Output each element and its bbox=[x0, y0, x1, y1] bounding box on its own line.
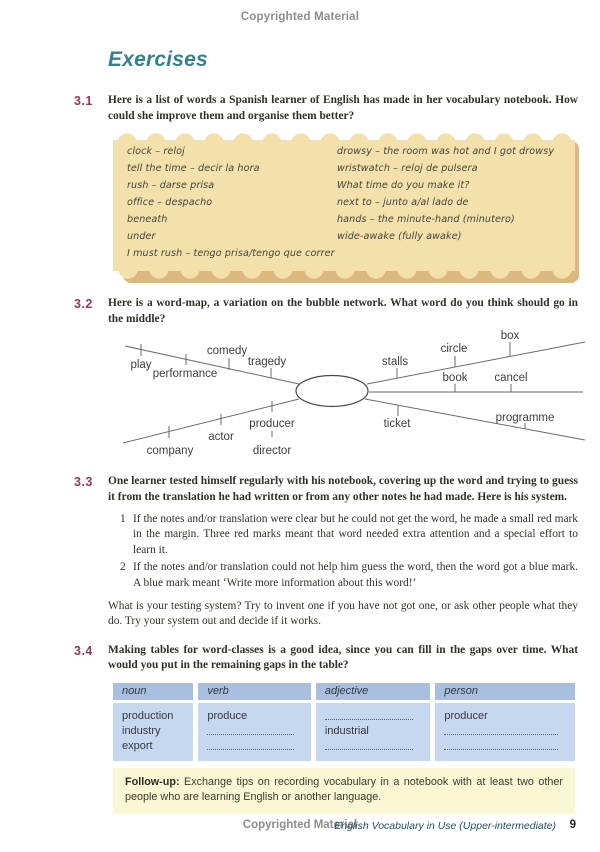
page-footer bbox=[0, 819, 600, 835]
wordmap-word: circle bbox=[440, 343, 468, 356]
gap-dotted-line bbox=[207, 739, 302, 754]
center-bubble bbox=[296, 376, 368, 407]
word-class-table bbox=[113, 683, 575, 761]
wordmap-word: director bbox=[252, 445, 292, 458]
table-cell-person bbox=[435, 703, 575, 761]
wordmap-word: stalls bbox=[381, 356, 409, 369]
exercise-body bbox=[108, 643, 578, 814]
notebook-entry: hands – the minute-hand (minutero) bbox=[337, 213, 515, 225]
numbered-list bbox=[108, 512, 578, 592]
exercise-number: 3.3 bbox=[74, 475, 93, 490]
wordmap-word: performance bbox=[152, 368, 218, 381]
notebook-entry: wide-awake (fully awake) bbox=[337, 230, 462, 242]
wordmap-word: programme bbox=[495, 412, 555, 425]
table-word: industrial bbox=[324, 724, 369, 737]
exercise-3-1 bbox=[0, 93, 600, 279]
top-watermark: Copyrighted Material bbox=[240, 11, 360, 23]
exercise-number: 3.2 bbox=[74, 297, 93, 312]
exercise-3-4 bbox=[0, 643, 600, 814]
exercise-number: 3.4 bbox=[74, 643, 93, 658]
exercise-3-2 bbox=[0, 296, 600, 465]
wordmap-word: box bbox=[500, 330, 520, 343]
wordmap-word: comedy bbox=[206, 345, 248, 358]
follow-up-box bbox=[113, 768, 575, 814]
table-header-cell: person bbox=[435, 683, 575, 700]
exercise-intro: One learner tested himself regularly with his notebook, covering up the word and trying to guess it from the translation he had written or from any other notes he had made. Here is his system. bbox=[108, 475, 578, 503]
notebook-entry: office – despacho bbox=[127, 196, 213, 208]
exercise-body bbox=[108, 296, 578, 465]
table-word: export bbox=[122, 739, 153, 752]
wordmap-word: producer bbox=[249, 418, 295, 431]
wordmap-word: tragedy bbox=[247, 356, 287, 369]
table-word: industry bbox=[122, 724, 161, 737]
table-word: produce bbox=[207, 709, 248, 722]
exercise-3-3 bbox=[0, 474, 600, 629]
notebook-entry: clock – reloj bbox=[127, 146, 185, 158]
list-item-number: 2 bbox=[120, 561, 126, 574]
footer-page-number: 9 bbox=[569, 819, 576, 831]
exercise-number: 3.1 bbox=[74, 94, 93, 108]
notebook-right-column bbox=[337, 144, 554, 245]
wordmap-word: play bbox=[130, 359, 152, 372]
word-map-diagram bbox=[95, 330, 595, 465]
notebook-torn-edge-bottom bbox=[113, 270, 575, 279]
notebook-torn-edge-top bbox=[113, 133, 575, 141]
notebook-entry: wristwatch – reloj de pulsera bbox=[337, 163, 478, 175]
notebook-entry: I must rush – tengo prisa/tengo que correr bbox=[127, 247, 335, 259]
wordmap-word: ticket bbox=[383, 418, 411, 431]
exercise-body bbox=[108, 474, 578, 629]
gap-dotted-line bbox=[325, 709, 422, 724]
footer-book-title: English Vocabulary in Use (Upper-intermediate) bbox=[334, 820, 556, 832]
list-item-number: 1 bbox=[120, 512, 126, 525]
list-item-text: If the notes and/or translation could not help him guess the word, then the word got a blue mark. A blue mark meant ‘Write more information about this word!’ bbox=[133, 561, 578, 589]
wordmap-word: actor bbox=[208, 431, 234, 444]
table-word: producer bbox=[444, 709, 488, 722]
table-header-cell: noun bbox=[113, 683, 193, 700]
notebook-entry: next to – junto a/al lado de bbox=[337, 196, 469, 208]
notebook-left-column bbox=[127, 144, 335, 262]
notebook-entry: beneath bbox=[127, 213, 168, 225]
exercise-prompt: Here is a list of words a Spanish learner of English has made in her vocabulary notebook. How could she improve them and organise them better? bbox=[108, 94, 578, 122]
table-cell-verb bbox=[198, 703, 311, 761]
notebook-entry: What time do you make it? bbox=[337, 180, 470, 191]
follow-up-label: Follow-up: bbox=[125, 775, 180, 788]
notebook-entry: tell the time – decir la hora bbox=[127, 163, 260, 175]
vocabulary-notebook bbox=[113, 133, 575, 279]
exercise-body bbox=[108, 93, 578, 279]
table-cell-noun bbox=[113, 703, 193, 761]
follow-up-text: Exchange tips on recording vocabulary in a notebook with at least two other people who are learning English or another language. bbox=[125, 775, 563, 803]
gap-dotted-line bbox=[444, 724, 566, 739]
gap-dotted-line bbox=[207, 724, 302, 739]
notebook-entry: rush – darse prisa bbox=[127, 180, 215, 191]
table-word: production bbox=[122, 709, 174, 722]
table-header-cell: verb bbox=[198, 683, 311, 700]
page-title: Exercises bbox=[108, 48, 208, 71]
wordmap-word: book bbox=[442, 372, 468, 385]
table-header-cell: adjective bbox=[316, 683, 431, 700]
wordmap-word: company bbox=[146, 445, 194, 458]
exercise-prompt: Here is a word-map, a variation on the bubble network. What word do you think should go in the middle? bbox=[108, 297, 578, 325]
list-item bbox=[120, 512, 578, 559]
bottom-watermark: Copyrighted Material bbox=[242, 819, 358, 831]
notebook-entry: under bbox=[127, 230, 156, 242]
wordmap-word: cancel bbox=[494, 372, 528, 385]
table-cell-adjective bbox=[316, 703, 431, 761]
notebook-entry: drowsy – the room was hot and I got drowsy bbox=[337, 146, 555, 158]
list-item-text: If the notes and/or translation were clear but he could not get the word, he made a small red mark in the margin. Three red marks meant that word needed extra attention and a special effort to learn it. bbox=[133, 512, 578, 556]
gap-dotted-line bbox=[444, 739, 566, 754]
gap-dotted-line bbox=[325, 739, 422, 754]
exercise-outro: What is your testing system? Try to invent one if you have not got one, or ask other people what they do. Try your system out and decide if it works. bbox=[108, 599, 578, 628]
exercise-prompt: Making tables for word-classes is a good idea, since you can fill in the gaps over time. What would you put in the remaining gaps in the table? bbox=[108, 643, 578, 672]
list-item bbox=[120, 560, 578, 591]
